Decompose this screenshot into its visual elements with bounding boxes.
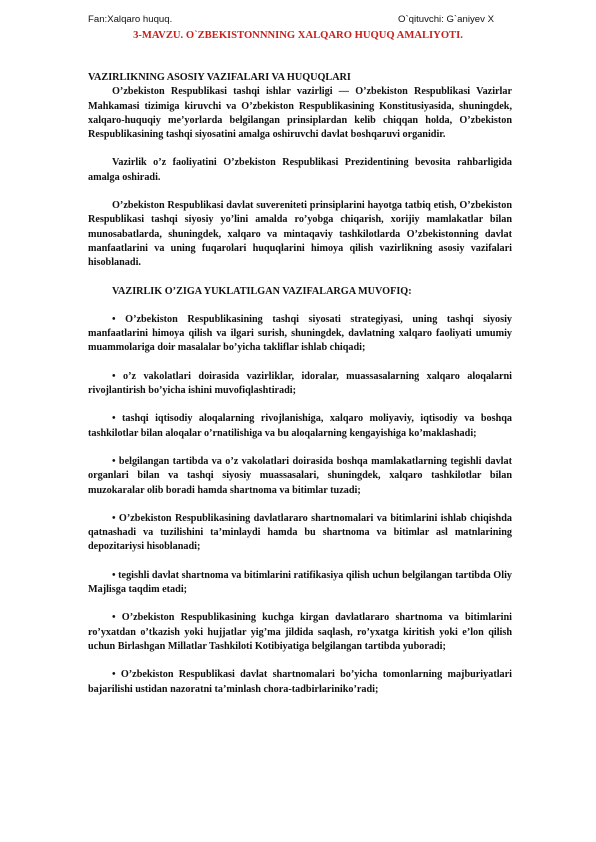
section-heading-tasks: VAZIRLIKNING ASOSIY VAZIFALARI VA HUQUQLARI bbox=[88, 72, 351, 83]
list-item: • O’zbekiston Respublikasining kuchga kirgan davlatlararo shartnoma va bitimlarini ro’yxatdan o’tkazish yoki hujjatlar yig’ma jildida saqlash, ro’yxatga kiritish yoki e’lon qilish uchun Birlashgan Millatlar Tashkiloti Kotibiyatiga belgilangan tartibda yuboradi; bbox=[88, 612, 512, 652]
list-item: • tegishli davlat shartnoma va bitimlarini ratifikasiya qilish uchun belgilangan tartibda Oliy Majlisga taqdim etadi; bbox=[88, 569, 512, 596]
header-teacher: O`qituvchi: G`aniyev X bbox=[398, 14, 494, 25]
paragraph: O’zbekiston Respublikasi tashqi ishlar vazirligi — O’zbekiston Respublikasi Vazirlar Mahkamasi tizimiga kiruvchi va O’zbekiston Respublikasining Konstitusiyasida, shuningdek, xalqaro-huquqiy me’yorlarda belgilangan prinsiplardan kelib chiqqan holda, O’zbekiston Respublikasining tashqi siyosatini amalga oshiruvchi davlat boshqaruvi organidir. bbox=[88, 86, 512, 141]
list-item: • O’zbekiston Respublikasining davlatlararo shartnomalari va bitimlarini ishlab chiqishda qatnashadi va tuzilishini ta’minlaydi hamda bu shartnoma va bitimlar asl matnlarining depozitariysi hisoblanadi; bbox=[88, 512, 512, 553]
document-body bbox=[88, 71, 512, 697]
paragraph: O’zbekiston Respublikasi davlat suvereniteti prinsiplarini hayotga tatbiq etish, O’zbekiston Respublikasi tashqi siyosiy yo’lini amalda ro’yobga chiqarish, xorijiy mamlakatlar bilan munosabatlarda, shuningdek, xalqaro va mintaqaviy tashkilotlarda O’zbekistonning davlat manfaatlarini va uning fuqarolari huquqlarini himoya qilish vazirlikning asosiy vazifalari hisoblanadi. bbox=[88, 200, 512, 269]
section-heading-functions: VAZIRLIK O’ZIGA YUKLATILGAN VAZIFALARGA MUVOFIQ: bbox=[112, 285, 412, 297]
topic-title: 3-MAVZU. O`ZBEKISTONNNING XALQARO HUQUQ AMALIYOTI. bbox=[133, 30, 463, 41]
list-item: • belgilangan tartibda va o’z vakolatlari doirasida boshqa mamlakatlarning tegishli davlat organlari bilan va tashqi siyosiy muassasalari, shuningdek, xalqaro tashkilotlar bilan muzokaralar olib boradi hamda shartnoma va bitimlar tuzadi; bbox=[88, 455, 512, 496]
list-item: • tashqi iqtisodiy aloqalarning rivojlanishiga, xalqaro moliyaviy, iqtisodiy va boshqa tashkilotlar bilan aloqalar o’rnatilishiga va bu aloqalarning kengayishiga ko’maklashadi; bbox=[88, 413, 512, 439]
list-item: • O’zbekiston Respublikasining tashqi siyosati strategiyasi, uning tashqi siyosiy manfaatlarini himoya qilish va ilgari surish, shuningdek, davlatning xalqaro faoliyati umumiy muammolariga doir masalalar bo’yicha takliflar ishlab chiqadi; bbox=[88, 313, 512, 354]
list-item: • O’zbekiston Respublikasi davlat shartnomalari bo’yicha tomonlarning majburiyatlari bajarilishi ustidan nazoratni ta’minlash chora-tadbirlariniko’radi; bbox=[88, 669, 512, 695]
paragraph: Vazirlik o’z faoliyatini O’zbekiston Respublikasi Prezidentining bevosita rahbarligida amalga oshiradi. bbox=[88, 157, 512, 183]
list-item: • o’z vakolatlari doirasida vazirliklar, idoralar, muassasalarning xalqaro aloqalarni rivojlantirish bo’yicha ishini muvofiqlashtiradi; bbox=[88, 370, 512, 397]
header-subject: Fan:Xalqaro huquq. bbox=[88, 14, 173, 25]
